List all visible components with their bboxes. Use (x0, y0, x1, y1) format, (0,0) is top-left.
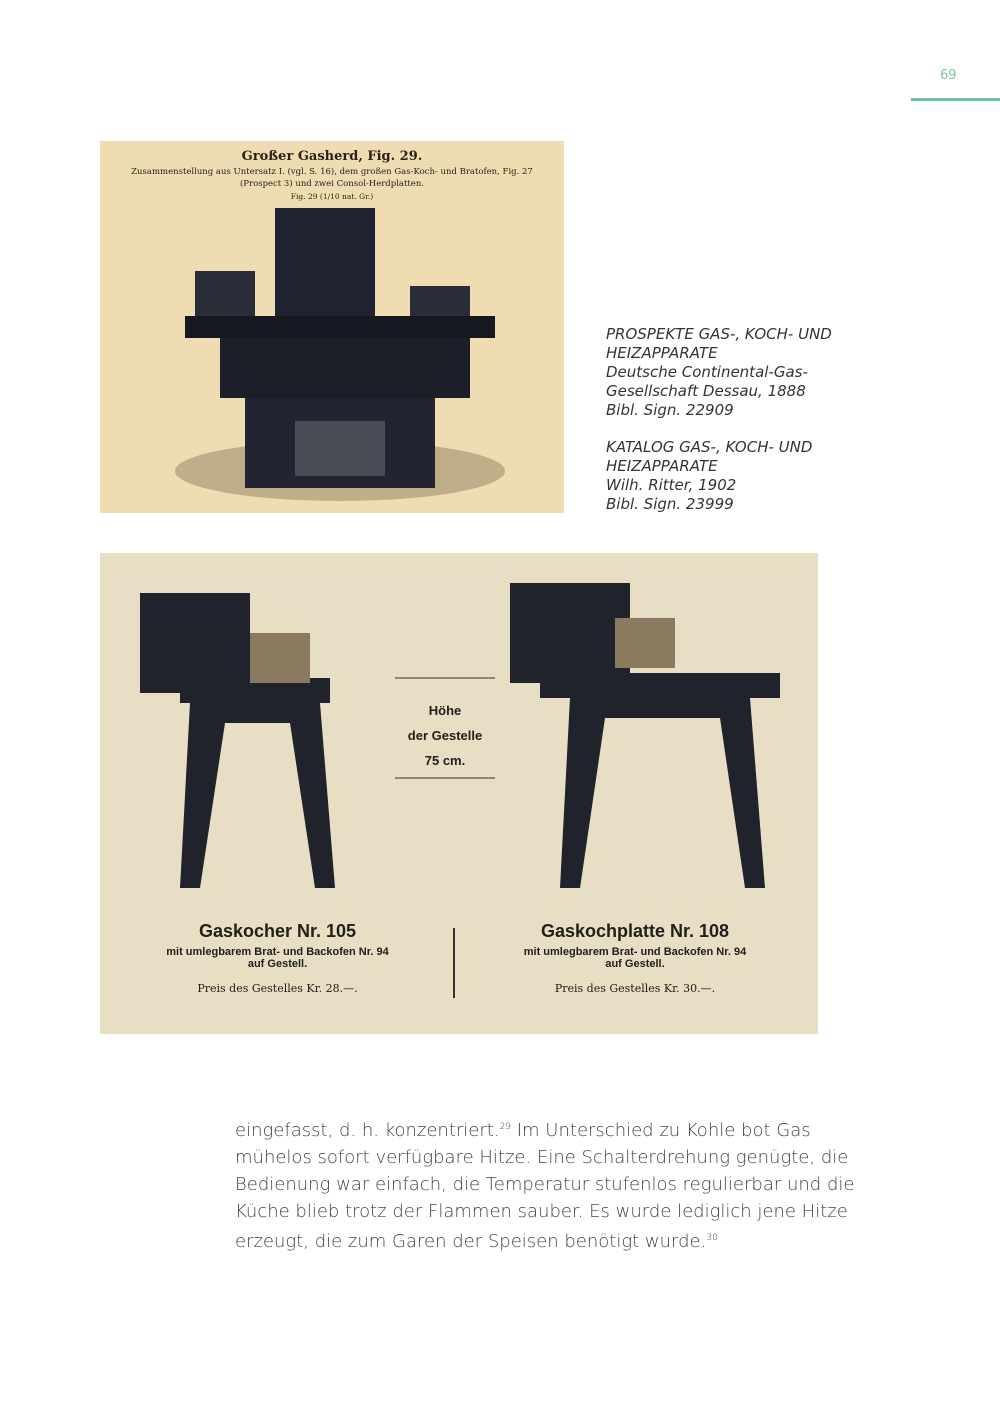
footnote-ref[interactable]: 29 (499, 1122, 512, 1132)
body-text (235, 1114, 890, 1255)
product-name: Gaskocher Nr. 105 (198, 921, 357, 941)
product-desc: mit umlegbarem Brat- und Backofen Nr. 94 (166, 946, 389, 958)
figure-title: Großer Gasherd, Fig. 29. (241, 149, 423, 164)
body-text-part: Im Unterschied zu Kohle bot Gas mühelos sofort verfügbare Hitze. Eine Schalterdrehung genügte, die Bedienung war einfach, die Temperatur stufenlos regulierbar und die Küche blieb trotz der Flammen sauber. Es wurde lediglich jene Hitze erzeugt, die zum Garen der Speisen benötigt wurde. (235, 1120, 855, 1252)
product-desc: auf Gestell. (247, 958, 308, 970)
caption-1 (606, 325, 866, 420)
caption-signature: Bibl. Sign. 22909 (606, 401, 734, 419)
gas-stove-illustration (100, 141, 564, 513)
height-value: 75 cm. (424, 753, 466, 768)
product-price: Preis des Gestelles Kr. 28.—. (197, 982, 358, 995)
caption-title: PROSPEKTE GAS-, KOCH- UND (606, 325, 832, 343)
caption-publisher: Wilh. Ritter, 1902 (606, 476, 737, 494)
figure-line3: Fig. 29 (1/10 nat. Gr.) (290, 192, 374, 201)
page-number: 69 (940, 68, 957, 83)
footnote-ref[interactable]: 30 (706, 1233, 718, 1243)
product-name: Gaskochplatte Nr. 108 (540, 921, 730, 941)
figure-line1: Zusammenstellung aus Untersatz I. (vgl. S. 16), dem großen Gas-Koch- und Bratofen, Fig. 27 (131, 167, 533, 177)
caption-block (606, 325, 866, 532)
caption-2 (606, 438, 866, 514)
caption-title: HEIZAPPARATE (606, 344, 718, 362)
caption-title: HEIZAPPARATE (606, 457, 718, 475)
height-label: der Gestelle (407, 728, 483, 743)
figure-line2: (Prospect 3) und zwei Consol-Herdplatten. (239, 179, 425, 189)
body-text-part: eingefasst, d. h. konzentriert. (235, 1120, 500, 1141)
caption-publisher: Gesellschaft Dessau, 1888 (606, 382, 806, 400)
caption-title: KATALOG GAS-, KOCH- UND (606, 438, 813, 456)
page-number-rule (911, 98, 1000, 101)
gas-cookers-illustration (100, 553, 818, 1034)
product-desc: mit umlegbarem Brat- und Backofen Nr. 94 (523, 946, 747, 958)
height-label: Höhe (428, 703, 462, 718)
stove-drawing (100, 141, 564, 513)
product-desc: auf Gestell. (605, 958, 665, 970)
product-price: Preis des Gestelles Kr. 30.—. (554, 982, 716, 995)
caption-signature: Bibl. Sign. 23999 (606, 495, 734, 513)
caption-publisher: Deutsche Continental-Gas- (606, 363, 808, 381)
